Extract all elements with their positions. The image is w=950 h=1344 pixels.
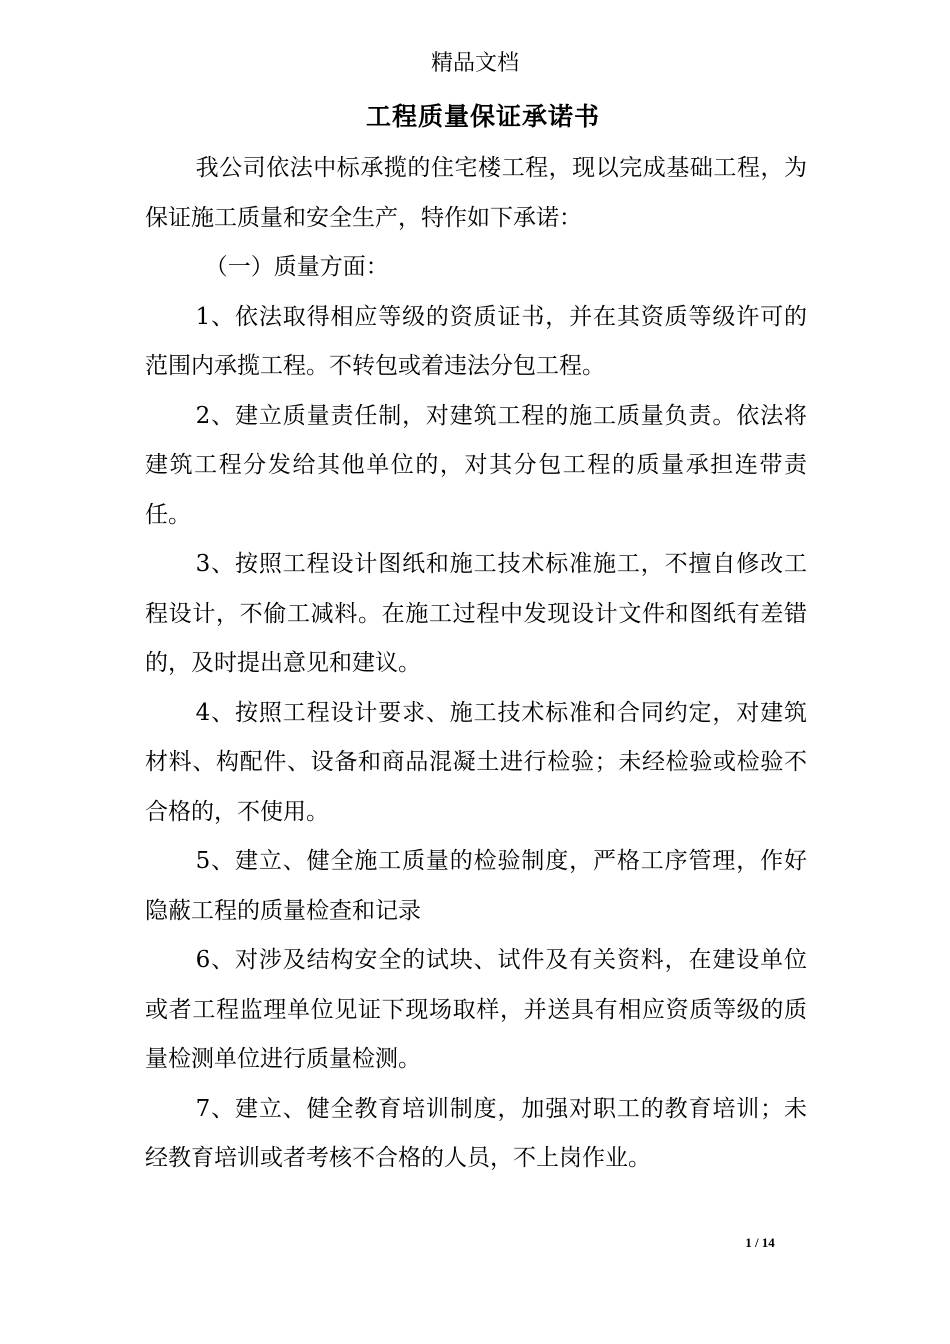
list-item: 5、建立、健全施工质量的检验制度，严格工序管理，作好隐蔽工程的质量检查和记录 — [145, 848, 807, 924]
list-item: 1、依法取得相应等级的资质证书，并在其资质等级许可的范围内承揽工程。不转包或着违法分包工程。 — [145, 303, 807, 379]
list-item: 2、建立质量责任制，对建筑工程的施工质量负责。依法将建筑工程分发给其他单位的，对其分包工程的质量承担连带责任。 — [145, 402, 807, 528]
document-body — [145, 144, 807, 1184]
document-title: 工程质量保证承诺书 — [365, 102, 600, 131]
list-item: 4、按照工程设计要求、施工技术标准和合同约定，对建筑材料、构配件、设备和商品混凝土进行检验；未经检验或检验不合格的，不使用。 — [145, 699, 807, 825]
page-number: 1 / 14 — [745, 1235, 775, 1250]
section-heading: （一）质量方面： — [204, 254, 389, 280]
list-item: 3、按照工程设计图纸和施工技术标准施工，不擅自修改工程设计，不偷工减料。在施工过程中发现设计文件和图纸有差错的，及时提出意见和建议。 — [145, 551, 807, 676]
intro-paragraph: 我公司依法中标承揽的住宅楼工程，现以完成基础工程，为保证施工质量和安全生产，特作如下承诺： — [145, 155, 807, 231]
list-item: 7、建立、健全教育培训制度，加强对职工的教育培训；未经教育培训或者考核不合格的人员，不上岗作业。 — [145, 1095, 807, 1171]
list-item: 6、对涉及结构安全的试块、试件及有关资料，在建设单位或者工程监理单位见证下现场取样，并送具有相应资质等级的质量检测单位进行质量检测。 — [145, 947, 807, 1072]
page-header: 精品文档 — [430, 51, 519, 76]
